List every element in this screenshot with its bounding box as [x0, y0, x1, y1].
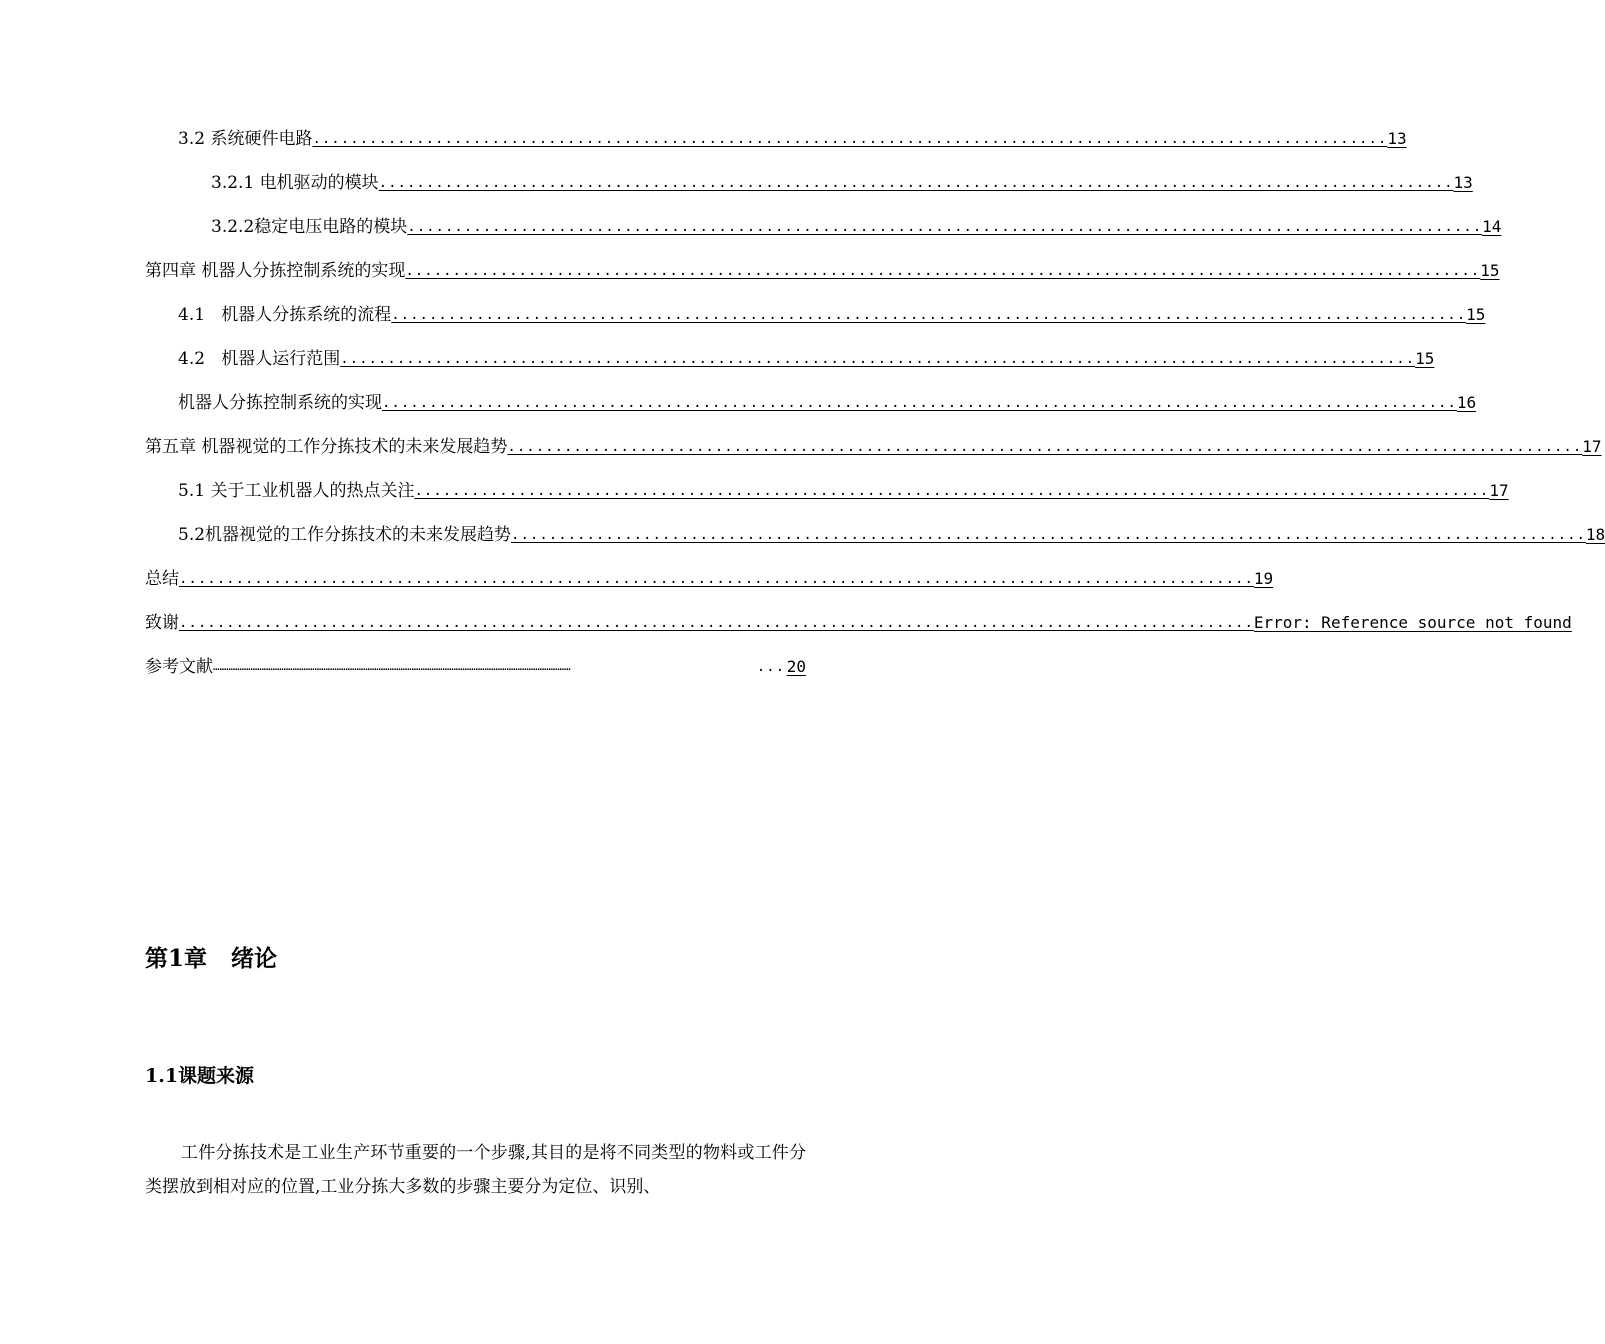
- toc-page-number: 13: [1453, 173, 1473, 192]
- toc-leader: ..................................................................................................................: [511, 527, 1586, 543]
- toc-entry[interactable]: [145, 476, 1509, 502]
- toc-entry[interactable]: [145, 124, 1407, 150]
- toc-page-number: 15: [1415, 349, 1435, 368]
- toc-leader: ..................................................................................................................: [340, 351, 1416, 367]
- toc-leader-tail: ...: [756, 659, 786, 675]
- toc-leader: ..................................................................................................................: [179, 571, 1254, 587]
- toc-entry[interactable]: [145, 652, 806, 678]
- toc-entry-title: 5.2机器视觉的工作分拣技术的未来发展趋势: [178, 525, 512, 545]
- toc-leader: ..................................................................................................................: [179, 615, 1254, 631]
- toc-entry-title: 3.2 系统硬件电路: [178, 129, 313, 149]
- chapter-number: 第1章: [145, 945, 208, 972]
- toc-entry[interactable]: [145, 520, 1605, 546]
- toc-entry[interactable]: [145, 212, 1502, 238]
- toc-entry[interactable]: [145, 432, 1602, 458]
- toc-entry[interactable]: [145, 344, 1435, 370]
- toc-page-number: 15: [1480, 261, 1500, 280]
- toc-leader: ..................................................................................................................: [414, 483, 1490, 499]
- toc-entry-title: 3.2.2稳定电压电路的模块: [211, 217, 408, 237]
- toc-page-number-error: Error: Reference source not found: [1253, 613, 1572, 632]
- body-paragraph: 工件分拣技术是工业生产环节重要的一个步骤,其目的是将不同类型的物料或工件分类摆放到相对应的位置,工业分拣大多数的步骤主要分为定位、识别、: [145, 1143, 806, 1197]
- toc-page-number: 16: [1456, 393, 1477, 412]
- toc-entry[interactable]: [145, 168, 1473, 194]
- toc-leader: ..................................................................................................................: [378, 175, 1454, 191]
- toc-entry-title: 机器人分拣控制系统的实现: [178, 393, 382, 413]
- toc-entry-title: 5.1 关于工业机器人的热点关注: [178, 481, 415, 501]
- toc-page-number: 14: [1482, 217, 1502, 236]
- toc-entry-title: 4.1 机器人分拣系统的流程: [178, 305, 392, 325]
- toc-entry[interactable]: [145, 300, 1486, 326]
- toc-page-number: 18: [1585, 525, 1605, 544]
- toc-entry-title: 总结: [145, 569, 179, 589]
- toc-page-number: 13: [1387, 129, 1407, 148]
- toc-entry-title: 致谢: [145, 613, 179, 633]
- toc-page-number: 20: [786, 657, 806, 676]
- toc-leader: ..................................................................................................................: [507, 439, 1583, 455]
- toc-leader: ..................................................................................................................: [391, 307, 1467, 323]
- toc-entry-title: 第五章 机器视觉的工作分拣技术的未来发展趋势: [145, 437, 508, 457]
- toc-entry-title: 参考文献: [145, 657, 213, 677]
- section-heading: 1.1课题来源: [145, 1065, 255, 1087]
- toc-leader: ..................................................................................................................: [382, 395, 1457, 411]
- toc-page-number: 19: [1253, 569, 1274, 588]
- toc-page-number: 15: [1466, 305, 1486, 324]
- toc-entry-title: 第四章 机器人分拣控制系统的实现: [145, 261, 406, 281]
- toc-entry[interactable]: [145, 256, 1500, 282]
- toc-page-number: 17: [1582, 437, 1602, 456]
- toc-entry[interactable]: [145, 388, 1477, 414]
- toc-entry-title: 3.2.1 电机驱动的模块: [211, 173, 379, 193]
- toc-page-number: 17: [1489, 481, 1509, 500]
- toc-entry[interactable]: [145, 608, 1572, 634]
- toc-leader: ..................................................................................................................: [312, 131, 1388, 147]
- toc-leader: ………………………………………………………………………………………………………………………………………………: [213, 660, 571, 673]
- chapter-heading: [145, 940, 277, 973]
- chapter-title: 绪论: [231, 945, 278, 972]
- toc-entry[interactable]: [145, 564, 1274, 590]
- toc-leader: ..................................................................................................................: [405, 263, 1481, 279]
- toc-entry-title: 4.2 机器人运行范围: [178, 349, 341, 369]
- toc-leader: ..................................................................................................................: [407, 219, 1483, 235]
